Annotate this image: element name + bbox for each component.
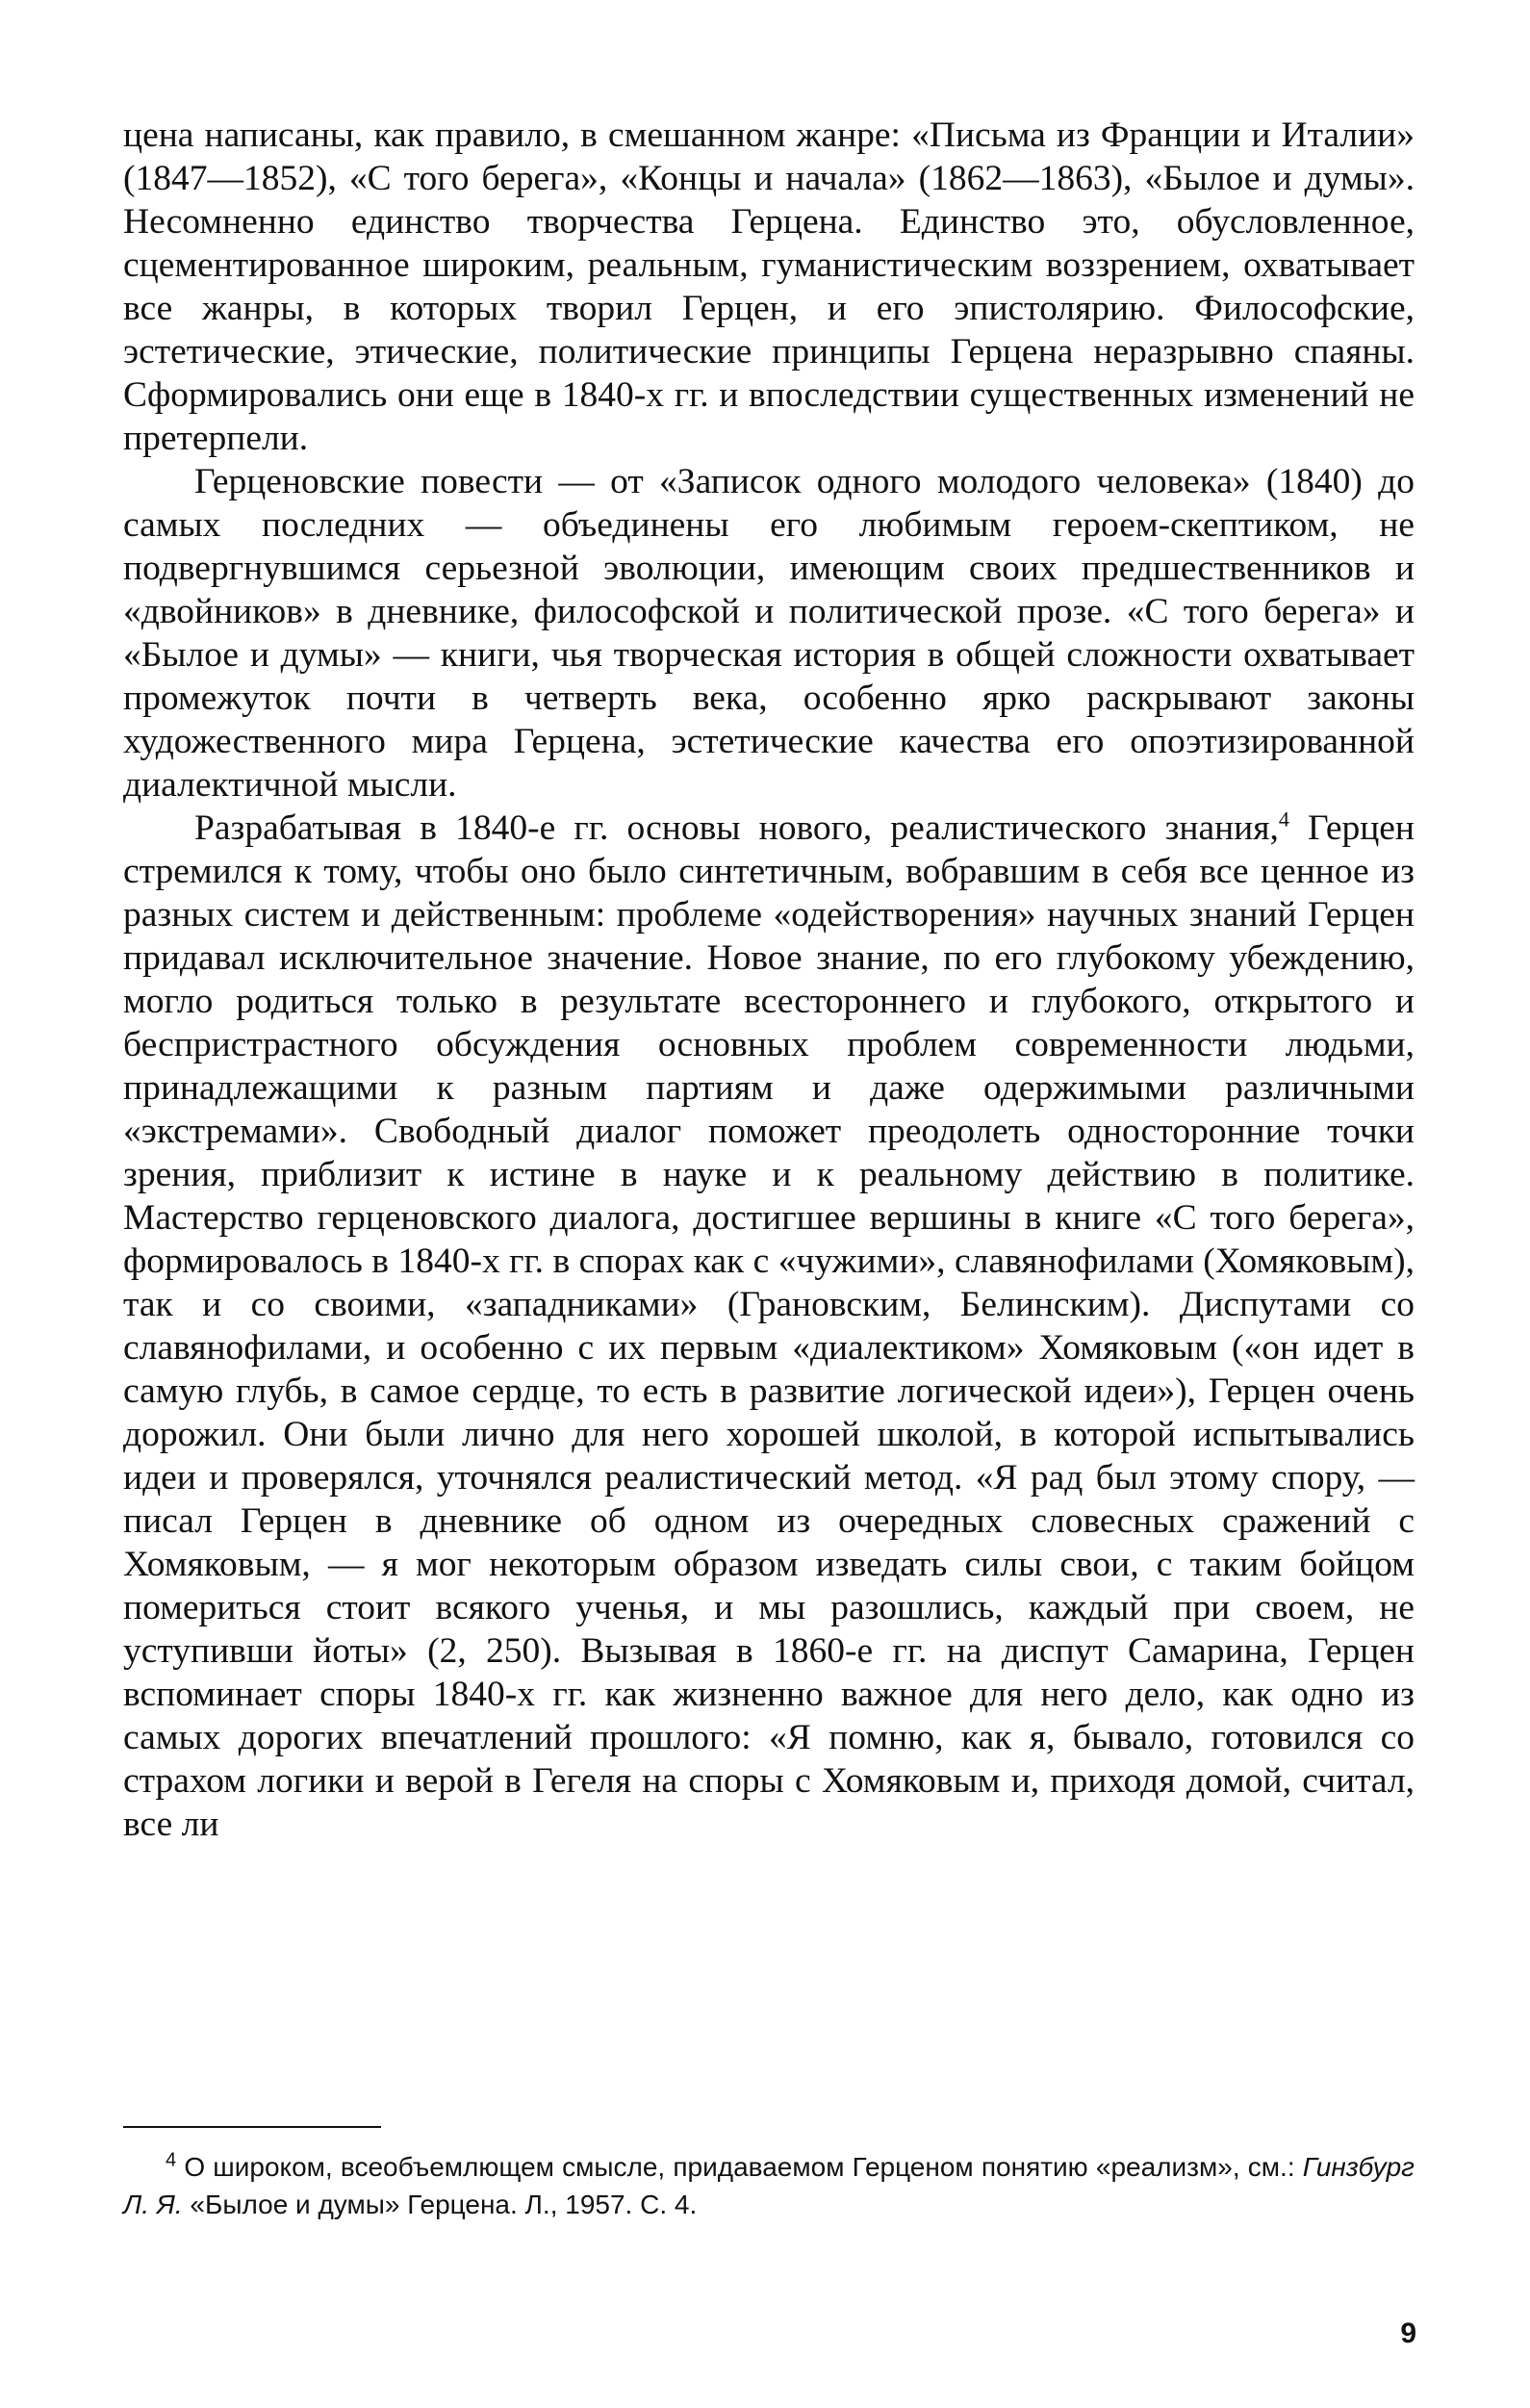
paragraph-3-start: Разрабатывая в 1840-е гг. основы нового, реалистического знания, [194,808,1279,848]
footnote-text-start: О широком, всеобъемлющем смысле, придаваемом Герценом понятию «реализм», см.: [176,2152,1303,2182]
footnote-author: Гинзбург Л. Я. [123,2152,1415,2219]
footnote-text-end: «Былое и думы» Герцена. Л., 1957. С. 4. [182,2190,698,2219]
footnote-reference[interactable]: 4 [1278,807,1289,832]
page-number: 9 [1400,2318,1416,2349]
main-text [123,114,1415,1846]
footnote [123,2148,1415,2223]
paragraph-2: Герценовские повести — от «Записок одного молодого человека» (1840) до самых последних — объединены его любимым героем-скептиком, не подвергнувшимся серьезной эволюции, имеющим своих предшественников и «двойников» в дневнике, философской и политической прозе. «С того берега» и «Былое и думы» — книги, чья творческая история в общей сложности охватывает промежуток почти в четверть века, особенно ярко раскрывают законы художественного мира Герцена, эстетические качества его опоэтизированной диалектичной мысли. [123,462,1415,805]
footnote-divider [123,2126,381,2128]
paragraph-3 [123,807,1415,1846]
footnote-mark: 4 [166,2149,177,2171]
paragraph-1: цена написаны, как правило, в смешанном жанре: «Письма из Франции и Италии» (1847—1852), «С того берега», «Концы и начала» (1862—1863), «Былое и думы». Несомненно единство творчества Герцена. Единство это, обусловленное, сцементированное широким, реальным, гуманистическим воззрением, охватывает все жанры, в которых творил Герцен, и его эпистолярию. Философские, эстетические, этические, политические принципы Герцена неразрывно спаяны. Сформировались они еще в 1840-х гг. и впоследствии существенных изменений не претерпели. [123,115,1415,458]
paragraph-3-rest: Герцен стремился к тому, чтобы оно было синтетичным, вобравшим в себя все ценное из разных систем и действенным: проблеме «одействорения» научных знаний Герцен придавал исключительное значение. Новое знание, по его глубокому убеждению, могло родиться только в результате всестороннего и глубокого, открытого и беспристрастного обсуждения основных проблем современности людьми, принадлежащими к разным партиям и даже одержимыми различными «экстремами». Свободный диалог поможет преодолеть односторонние точки зрения, приблизит к истине в науке и к реальному действию в политике. Мастерство герценовского диалога, достигшее вершины в книге «С того берега», формировалось в 1840-х гг. в спорах как с «чужими», славянофилами (Хомяковым), так и со своими, «западниками» (Грановским, Белинским). Диспутами со славянофилами, и особенно с их первым «диалектиком» Хомяковым («он идет в самую глубь, в самое сердце, то есть в развитие логической идеи»), Герцен очень дорожил. Они были лично для него хорошей школой, в которой испытывались идеи и проверялся, уточнялся реалистический метод. «Я рад был этому спору, — писал Герцен в дневнике об одном из очередных словесных сражений с Хомяковым, — я мог некоторым образом изведать силы свои, с таким бойцом помериться стоит всякого ученья, и мы разошлись, каждый при своем, не уступивши йоты» (2, 250). Вызывая в 1860-е гг. на диспут Самарина, Герцен вспоминает споры 1840-х гг. как жизненно важное для него дело, как одно из самых дорогих впечатлений прошлого: «Я помню, как я, бывало, готовился со страхом логики и верой в Гегеля на споры с Хомяковым и, приходя домой, считал, все ли [123,808,1415,1844]
